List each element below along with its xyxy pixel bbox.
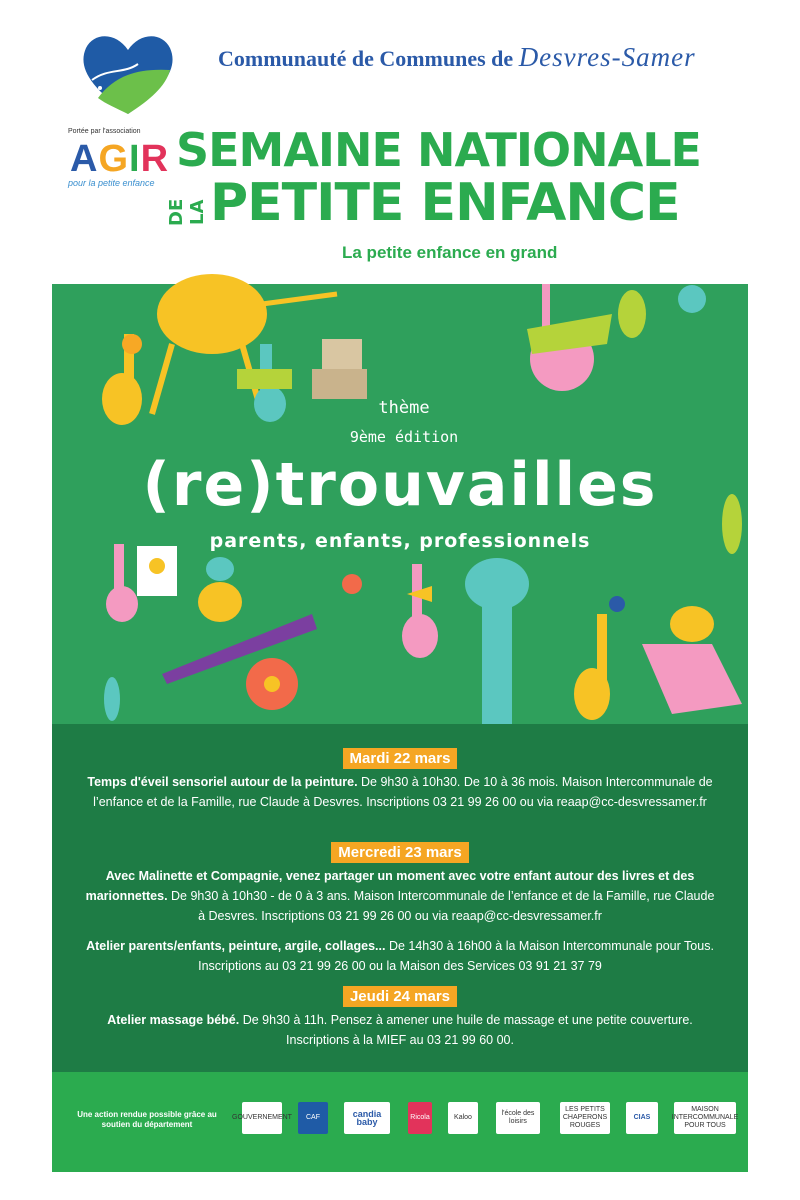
event-item <box>82 772 718 812</box>
event-details: De 9h30 à 10h30. De 10 à 36 mois. Maison Intercommunale de l’enfance et de la Famille, rue Claude à Desvres. Inscriptions 03 21 99 26 00 ou via reaap@cc-desvressamer.fr <box>93 775 713 809</box>
schedule-section <box>52 724 748 1072</box>
partner-logo-ricola: Ricola <box>408 1102 432 1134</box>
partner-logo-maison-intercommunale: MAISON INTERCOMMUNALE POUR TOUS <box>674 1102 736 1134</box>
partner-logo-petits-chaperons-rouges: LES PETITS CHAPERONS ROUGES <box>560 1102 610 1134</box>
partner-logo-cias: CIAS <box>626 1102 658 1134</box>
day-heading <box>52 986 748 1007</box>
theme-name: (re)trouvailles <box>142 450 658 520</box>
event-details: De 9h30 à 10h30 - de 0 à 3 ans. Maison Intercommunale de l’enfance et de la Famille, rue Claude à Desvres. Inscriptions 03 21 99 26 00 ou via reaap@cc-desvressamer.fr <box>167 889 715 923</box>
event-details: De 9h30 à 11h. Pensez à amener une huile de massage et une petite couverture. Inscriptions à la MIEF au 03 21 99 60 00. <box>239 1013 693 1047</box>
title-de-la: DE LA <box>166 198 208 226</box>
agir-subtitle: pour la petite enfance <box>68 178 155 188</box>
event-title: Atelier massage bébé. <box>107 1013 240 1027</box>
title-line-2: PETITE ENFANCE <box>210 173 680 233</box>
theme-subtitle: parents, enfants, professionnels <box>209 530 591 552</box>
day-heading <box>52 842 748 863</box>
event-title: Avec Malinette et Compagnie, venez partager un moment avec votre enfant autour des livres et des marionnettes. <box>85 869 695 903</box>
day-label: Mercredi 23 mars <box>331 842 468 863</box>
tagline: La petite enfance en grand <box>342 243 558 262</box>
event-details: De 14h30 à 16h00 à la Maison Intercommunale pour Tous. Inscriptions au 03 21 99 26 00 ou la Maison des Services 03 91 21 37 79 <box>198 939 714 973</box>
event-item <box>82 1010 718 1050</box>
day-label: Jeudi 24 mars <box>343 986 457 1007</box>
event-item <box>82 936 718 976</box>
partner-logo-kaloo: Kaloo <box>448 1102 478 1134</box>
agir-supertitle: Portée par l'association <box>68 128 141 135</box>
agir-logo-text: AGIR <box>70 138 170 180</box>
day-heading <box>52 748 748 769</box>
event-item <box>82 866 718 926</box>
partner-logo-candia: candia baby <box>344 1102 390 1134</box>
partner-logo-caf: CAF <box>298 1102 328 1134</box>
partners-footer <box>52 1072 748 1172</box>
community-brand: Desvres-Samer <box>518 42 696 72</box>
agir-logo <box>56 128 196 188</box>
event-title: Atelier parents/enfants, peinture, argile, collages... <box>86 939 386 953</box>
support-note: Une action rendue possible grâce au soutien du département <box>77 1110 217 1129</box>
day-label: Mardi 22 mars <box>343 748 458 769</box>
event-title: Temps d'éveil sensoriel autour de la peinture. <box>87 775 358 789</box>
desvres-samer-heart-logo <box>78 28 178 116</box>
partner-logo-gouvernement: GOUVERNEMENT <box>242 1102 282 1134</box>
partner-logo-ecole-des-loisirs: l'école des loisirs <box>496 1102 540 1134</box>
community-title <box>218 42 738 73</box>
theme-illustration <box>52 284 748 724</box>
theme-edition: 9ème édition <box>349 428 459 446</box>
title-line-1: SEMAINE NATIONALE <box>176 123 701 177</box>
community-prefix: Communauté de Communes de <box>218 46 514 71</box>
theme-label: thème <box>378 398 430 418</box>
